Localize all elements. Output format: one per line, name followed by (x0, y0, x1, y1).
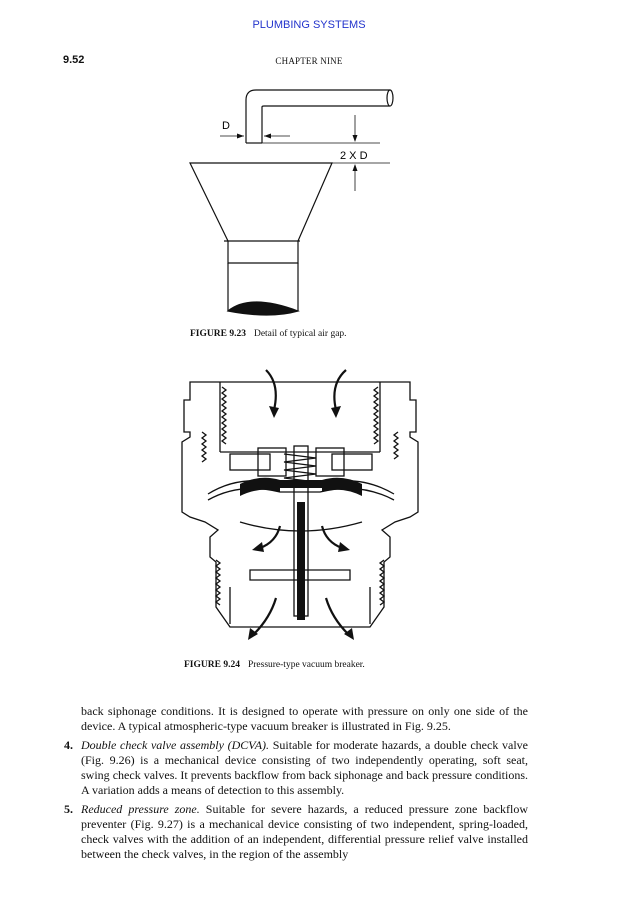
running-head: PLUMBING SYSTEMS (252, 19, 366, 31)
list-item-text: Suitable for severe hazards, a reduced pressure zone backflow preventer (Fig. 9.27) is a mechanical device consisting of two independent, spring-loaded, check valves with the addition of an independent, differential pressure relief valve installed between the check valves, in the region of the assembly (81, 802, 529, 861)
thread-left-mid (202, 432, 206, 462)
list-item (64, 802, 529, 862)
label-gap: 2 X D (340, 150, 368, 162)
list-item-title: Double check valve assembly (DCVA). (81, 738, 270, 752)
caption-number: FIGURE 9.23 (190, 329, 246, 339)
funnel (190, 163, 332, 263)
thread-right-upper (374, 387, 378, 444)
flow-arrow-out-right (326, 598, 348, 634)
list-item-number: 4. (64, 738, 73, 752)
spring (284, 454, 316, 482)
figure-air-gap (180, 85, 410, 325)
flow-arrow-in-left (266, 370, 276, 410)
thread-left-upper (222, 387, 226, 444)
caption-text: Pressure-type vacuum breaker. (247, 660, 365, 670)
figure-vacuum-breaker (180, 362, 440, 657)
flow-arrow-out-left (254, 598, 276, 634)
page-number: 9.52 (63, 54, 85, 66)
caption-figure-9-24 (184, 660, 365, 670)
chapter-title: CHAPTER NINE (275, 56, 343, 66)
list-item-number: 5. (64, 802, 73, 816)
caption-number: FIGURE 9.24 (184, 660, 240, 670)
list-item-text: Suitable for moderate hazards, a double check valve (Fig. 9.26) is a mechanical device consisting of two independently operating, soft seat, swing check valves. It prevents backflow from back siphonage and back pressure conditions. A variation adds a means of detection to this assembly. (81, 738, 528, 797)
thread-right-mid (394, 432, 398, 459)
caption-text: Detail of typical air gap. (253, 329, 347, 339)
list-item-title: Reduced pressure zone. (81, 802, 200, 816)
body-text (64, 704, 529, 862)
intro-paragraph: back siphonage conditions. It is designed to operate with pressure on only one side of the device. A typical atmospheric-type vacuum breaker is illustrated in Fig. 9.25. (81, 704, 528, 733)
label-d: D (222, 120, 230, 132)
flow-arrow-in-right (334, 370, 346, 410)
caption-figure-9-23 (190, 329, 347, 339)
list-item (64, 738, 528, 798)
